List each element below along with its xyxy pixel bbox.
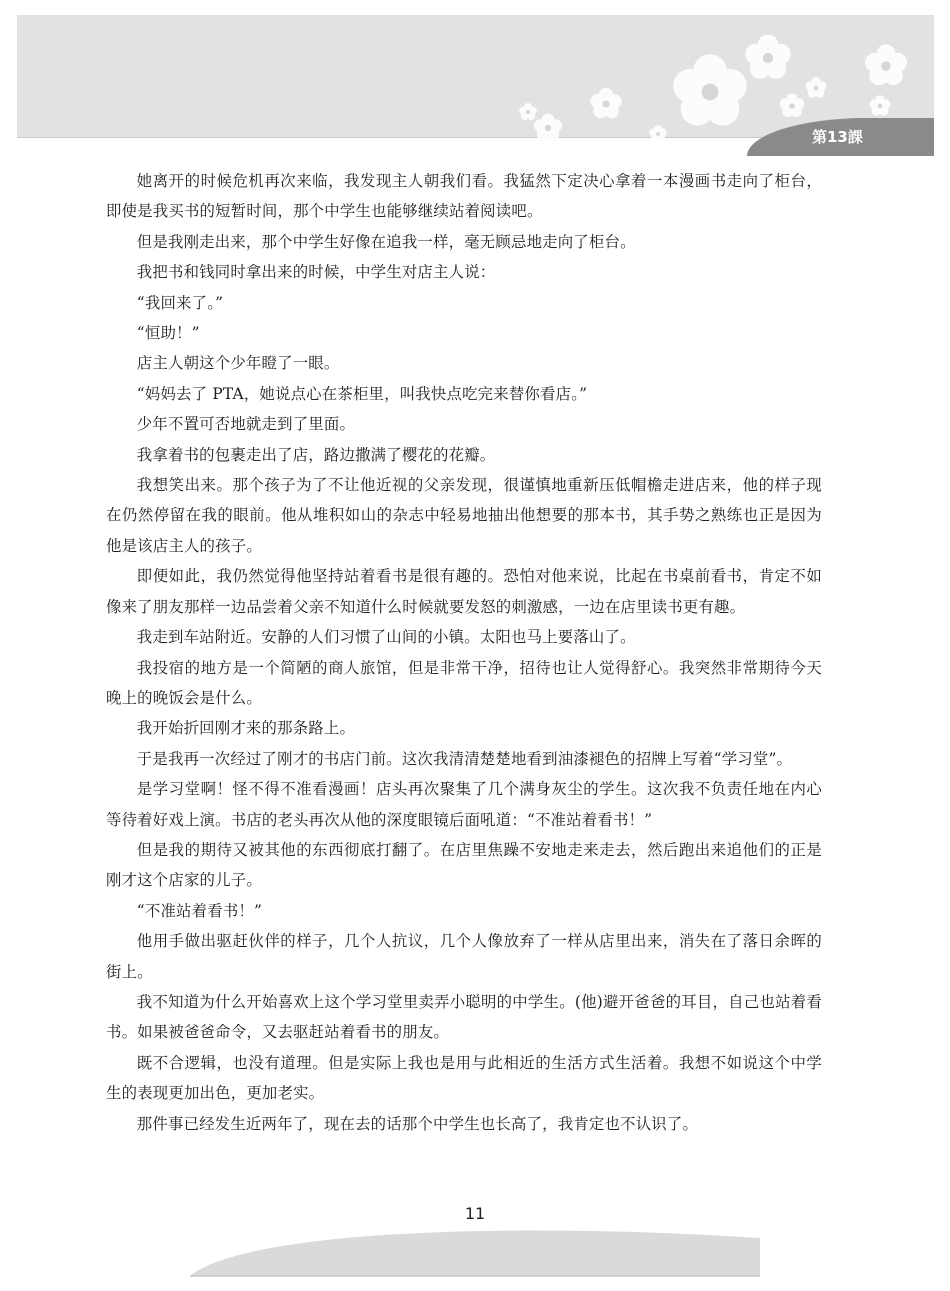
paragraph: 既不合逻辑，也没有道理。但是实际上我也是用与此相近的生活方式生活着。我想不如说这个中学生的表现更加出色，更加老实。 — [106, 1053, 822, 1103]
paragraph: 我想笑出来。那个孩子为了不让他近视的父亲发现，很谨慎地重新压低帽檐走进店来，他的样子现在仍然停留在我的眼前。他从堆积如山的杂志中轻易地抽出他想要的那本书，其手势之熟练也正是因为他是该店主人的孩子。 — [106, 476, 822, 555]
paragraph: “我回来了。” — [136, 293, 224, 312]
page-number: 11 — [464, 1204, 486, 1223]
paragraph: “恒助！” — [136, 324, 200, 343]
paragraph: 我走到车站附近。安静的人们习惯了山间的小镇。太阳也马上要落山了。 — [136, 628, 636, 647]
paragraph: 我拿着书的包裹走出了店，路边撒满了樱花的花瓣。 — [136, 445, 496, 464]
paragraph: 我开始折回刚才来的那条路上。 — [136, 719, 356, 738]
paragraph: 那件事已经发生近两年了，现在去的话那个中学生也长高了，我肯定也不认识了。 — [136, 1114, 699, 1133]
article-body — [106, 166, 822, 1139]
paragraph: 但是我的期待又被其他的东西彻底打翻了。在店里焦躁不安地走来走去，然后跑出来追他们的正是刚才这个店家的儿子。 — [106, 840, 822, 890]
footer-decoration — [186, 1228, 766, 1280]
paragraph: 我把书和钱同时拿出来的时候，中学生对店主人说： — [136, 263, 496, 282]
paragraph: 店主人朝这个少年瞪了一眼。 — [136, 354, 340, 373]
paragraph: 于是我再一次经过了刚才的书店门前。这次我清清楚楚地看到油漆褪色的招牌上写着“学习堂”。 — [136, 749, 793, 768]
paragraph: 即便如此，我仍然觉得他坚持站着看书是很有趣的。恐怕对他来说，比起在书桌前看书，肯定不如像来了朋友那样一边品尝着父亲不知道什么时候就要发怒的刺激感，一边在店里读书更有趣。 — [106, 567, 822, 616]
paragraph: 他用手做出驱赶伙伴的样子，几个人抗议，几个人像放弃了一样从店里出来，消失在了落日余晖的街上。 — [106, 932, 822, 981]
paragraph: “妈妈去了 PTA，她说点心在茶柜里，叫我快点吃完来替你看店。” — [136, 384, 588, 403]
paragraph: 她离开的时候危机再次来临，我发现主人朝我们看。我猛然下定决心拿着一本漫画书走向了柜台，即使是我买书的短暂时间，那个中学生也能够继续站着阅读吧。 — [106, 172, 822, 221]
paragraph: 少年不置可否地就走到了里面。 — [136, 415, 356, 434]
lesson-label: 第13課 — [812, 128, 863, 146]
paragraph: 我不知道为什么开始喜欢上这个学习堂里卖弄小聪明的中学生。(他)避开爸爸的耳目，自己也站着看书。如果被爸爸命令，又去驱赶站着看书的朋友。 — [106, 992, 822, 1042]
paragraph: 是学习堂啊！怪不得不准看漫画！店头再次聚集了几个满身灰尘的学生。这次我不负责任地在内心等待着好戏上演。书店的老头再次从他的深度眼镜后面吼道：“不准站着看书！” — [106, 780, 822, 829]
paragraph: “不准站着看书！” — [136, 901, 263, 920]
paragraph: 我投宿的地方是一个简陋的商人旅馆，但是非常干净，招待也让人觉得舒心。我突然非常期待今天晚上的晚饭会是什么。 — [106, 658, 822, 707]
paragraph: 但是我刚走出来，那个中学生好像在追我一样，毫无顾忌地走向了柜台。 — [136, 232, 636, 251]
